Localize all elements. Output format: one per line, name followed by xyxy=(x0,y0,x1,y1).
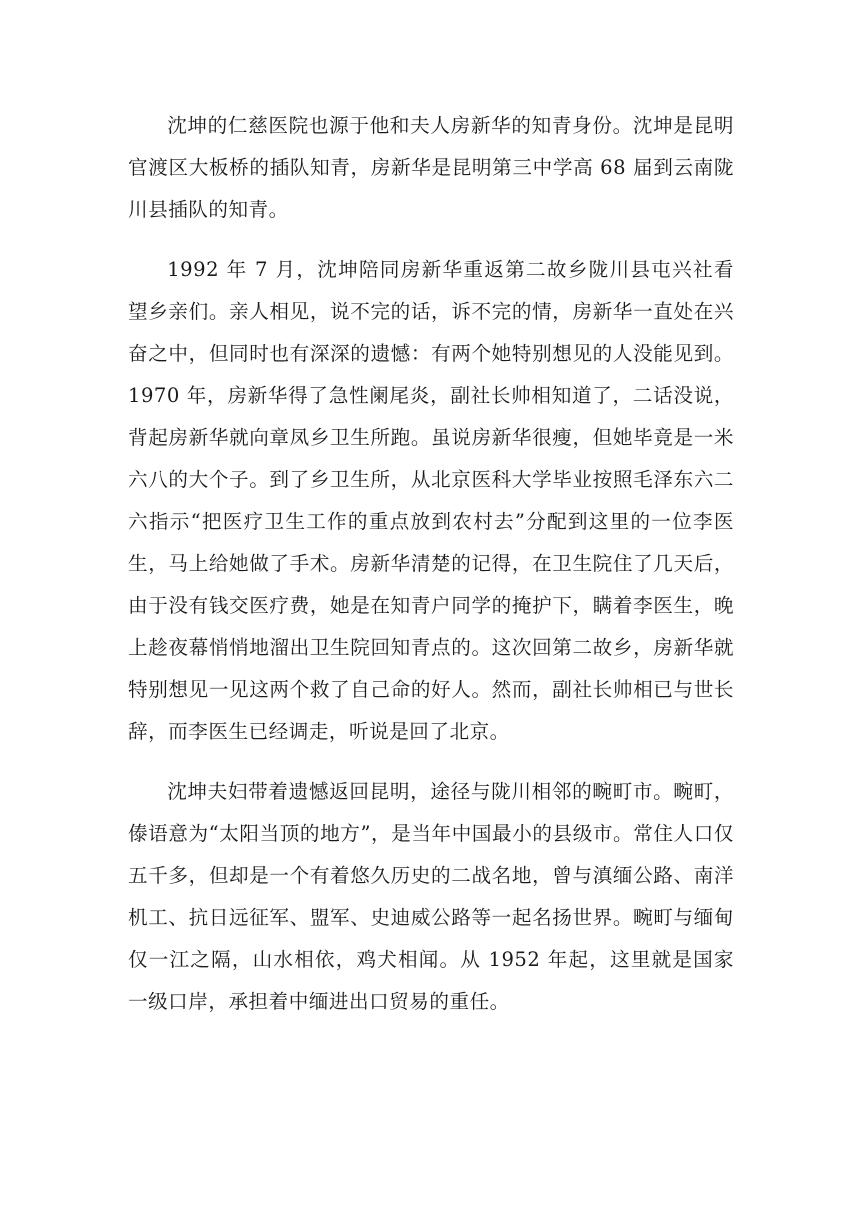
paragraph-1: 沈坤的仁慈医院也源于他和夫人房新华的知青身份。沈坤是昆明官渡区大板桥的插队知青，房新华是昆明第三中学高 68 届到云南陇川县插队的知青。 xyxy=(128,114,734,221)
paragraph-2: 1992 年 7 月，沈坤陪同房新华重返第二故乡陇川县屯兴社看望乡亲们。亲人相见，说不完的话，诉不完的情，房新华一直处在兴奋之中，但同时也有深深的遗憾：有两个她特别想见的人没能见到。1970 年，房新华得了急性阑尾炎，副社长帅相知道了，二话没说，背起房新华就向章凤乡卫生所跑。虽说房新华很瘦，但她毕竟是一米六八的大个子。到了乡卫生所，从北京医科大学毕业按照毛泽东六二六指示“把医疗卫生工作的重点放到农村去”分配到这里的一位李医生，马上给她做了手术。房新华清楚的记得，在卫生院住了几天后，由于没有钱交医疗费，她是在知青户同学的掩护下，瞒着李医生，晚上趁夜幕悄悄地溜出卫生院回知青点的。这次回第二故乡，房新华就特别想见一见这两个救了自己命的好人。然而，副社长帅相已与世长辞，而李医生已经调走，听说是回了北京。 xyxy=(128,258,734,743)
document-body xyxy=(128,105,734,1041)
paragraph-3: 沈坤夫妇带着遗憾返回昆明，途径与陇川相邻的畹町市。畹町，傣语意为“太阳当顶的地方”，是当年中国最小的县级市。常住人口仅五千多，但却是一个有着悠久历史的二战名地，曾与滇缅公路、南洋机工、抗日远征军、盟军、史迪威公路等一起名扬世界。畹町与缅甸仅一江之隔，山水相依，鸡犬相闻。从 1952 年起，这里就是国家一级口岸，承担着中缅进出口贸易的重任。 xyxy=(128,780,734,1013)
